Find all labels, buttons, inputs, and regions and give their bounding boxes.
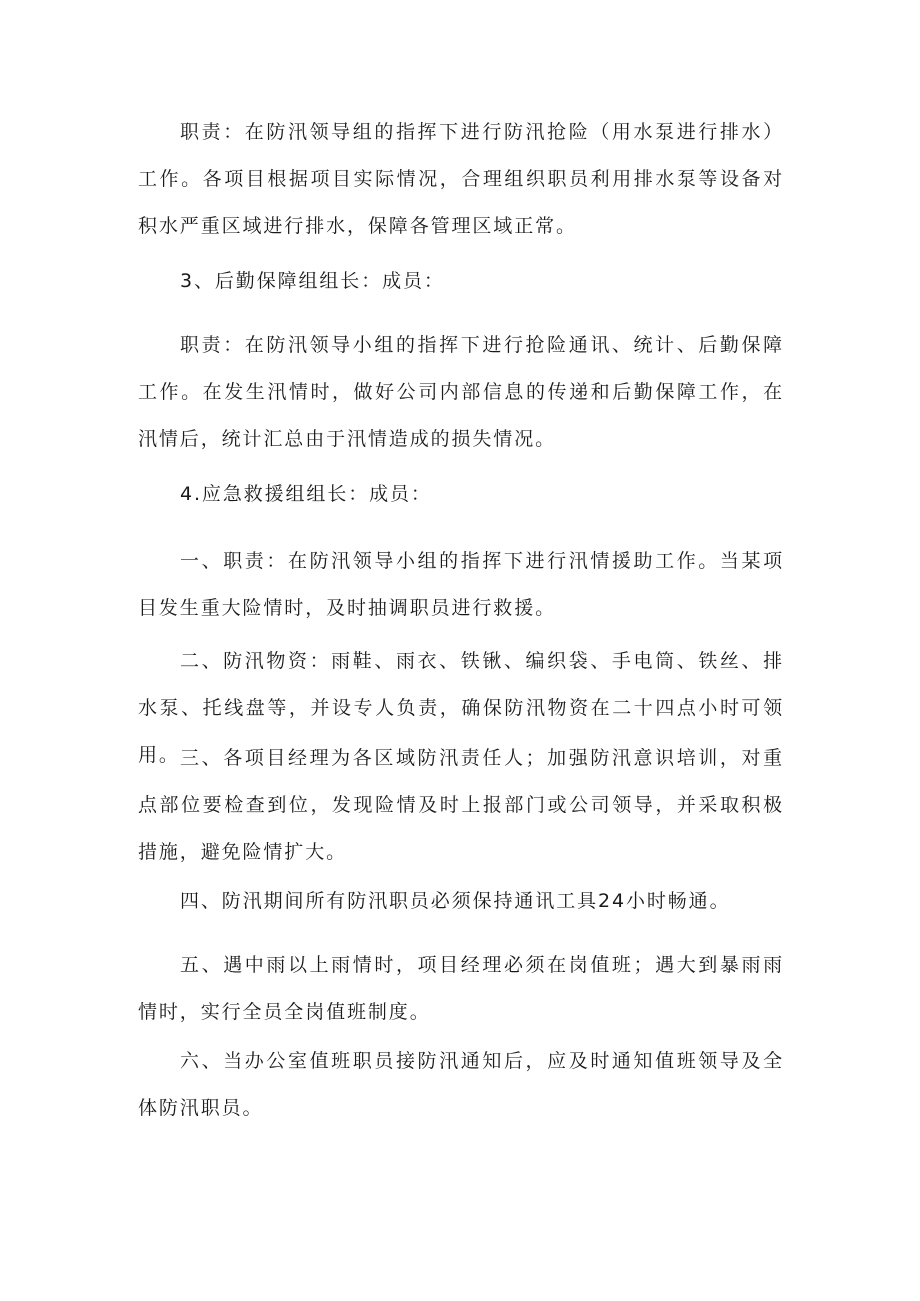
paragraph-responsibility-drainage: 职责：在防汛领导组的指挥下进行防汛抢险（用水泵进行排水）工作。各项目根据项目实际情况，合理组织职员利用排水泵等设备对积水严重区域进行排水，保障各管理区域正常。 (138, 121, 784, 237)
heading-logistics-group: 3、后勤保障组组长：成员： (180, 270, 445, 292)
paragraph-item-6-notification: 六、当办公室值班职员接防汛通知后，应及时通知值班领导及全体防汛职员。 (138, 1050, 784, 1119)
paragraph-responsibility-logistics: 职责：在防汛领导小组的指挥下进行抢险通讯、统计、后勤保障工作。在发生汛情时，做好公司内部信息的传递和后勤保障工作，在汛情后，统计汇总由于汛情造成的损失情况。 (138, 334, 784, 450)
paragraph-item-3-project-managers: 三、各项目经理为各区域防汛责任人；加强防汛意识培训，对重点部位要检查到位，发现险情及时上报部门或公司领导，并采取积极措施，避免险情扩大。 (138, 747, 784, 863)
heading-emergency-rescue-group: 4.应急救援组组长：成员： (180, 483, 432, 505)
paragraph-item-4-communication: 四、防汛期间所有防汛职员必须保持通讯工具24小时畅通。 (180, 890, 731, 912)
paragraph-item-2-supplies: 二、防汛物资：雨鞋、雨衣、铁锹、编织袋、手电筒、铁丝、排水泵、托线盘等，并设专人负责，确保防汛物资在二十四点小时可领用。 (138, 650, 784, 766)
paragraph-item-5-duty: 五、遇中雨以上雨情时，项目经理必须在岗值班；遇大到暴雨雨情时，实行全员全岗值班制度。 (138, 954, 784, 1023)
paragraph-item-1-responsibility: 一、职责：在防汛领导小组的指挥下进行汛情援助工作。当某项目发生重大险情时，及时抽调职员进行救援。 (138, 550, 784, 619)
